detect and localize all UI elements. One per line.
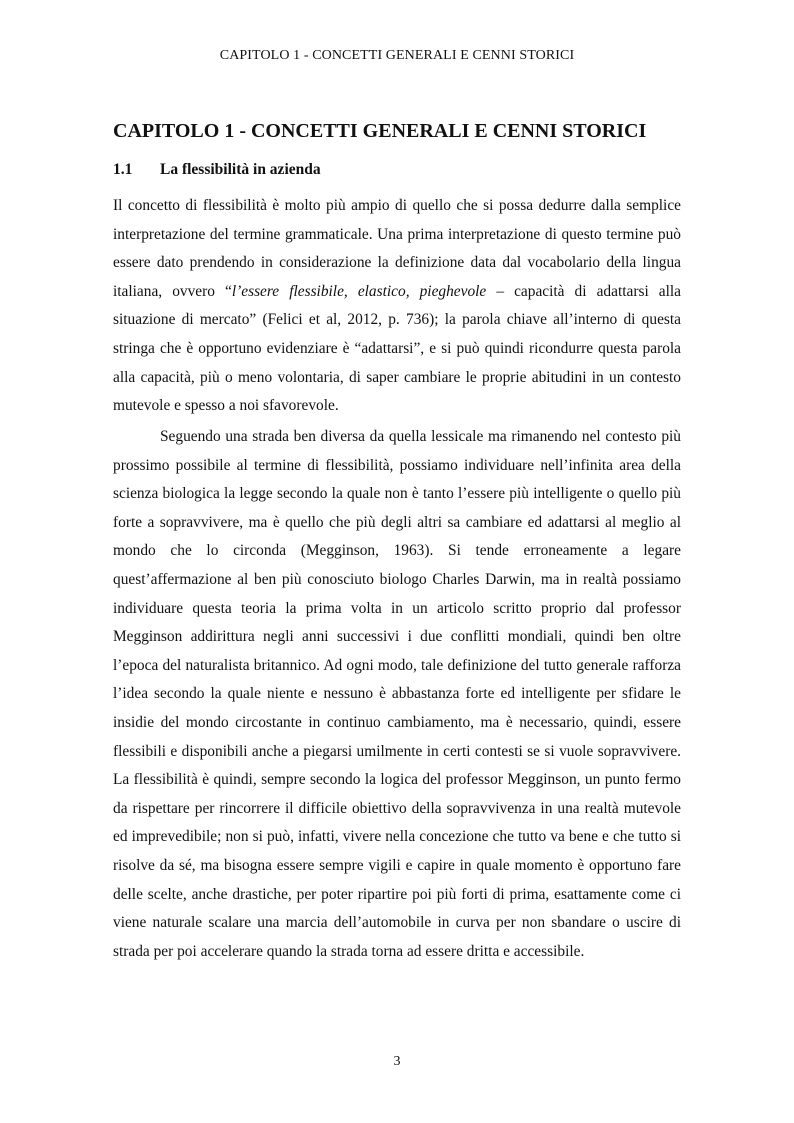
paragraph-1-italic-quote: l’essere flessibile, elastico, pieghevole: [231, 282, 487, 300]
section-number: 1.1: [113, 161, 133, 178]
section-title: La flessibilità in azienda: [160, 161, 321, 178]
paragraph-1-text-a: Il concetto di flessibilità è molto più ampio di quello che si possa dedurre dalla semplice interpretazione del termine grammaticale. Una prima interpretazione di questo termine può essere dato prendendo in considerazione la definizione data dal vocabolario della lingua italiana, ovvero “: [113, 197, 681, 300]
paragraph-1: [113, 192, 681, 421]
paragraph-2: Seguendo una strada ben diversa da quella lessicale ma rimanendo nel contesto più prossimo possibile al termine di flessibilità, possiamo individuare nell’infinita area della scienza biologica la legge secondo la quale non è tanto l’essere più intelligente o quello più forte a sopravvivere, ma è quello che più degli altri sa cambiare ed adattarsi al meglio al mondo che lo circonda (Megginson, 1963). Si tende erroneamente a legare quest’affermazione al ben più conosciuto biologo Charles Darwin, ma in realtà possiamo individuare questa teoria la prima volta in un articolo scritto proprio dal professor Megginson addirittura negli anni successivi i due conflitti mondiali, quindi ben oltre l’epoca del naturalista britannico. Ad ogni modo, tale definizione del tutto generale rafforza l’idea secondo la quale niente e nessuno è abbastanza forte ed intelligente per sfidare le insidie del mondo circostante in continuo cambiamento, ma è necessario, quindi, essere flessibili e disponibili anche a piegarsi umilmente in certi contesti se si vuole sopravvivere. La flessibilità è quindi, sempre secondo la logica del professor Megginson, un punto fermo da rispettare per rincorrere il difficile obiettivo della sopravvivenza in una realtà mutevole ed imprevedibile; non si può, infatti, vivere nella concezione che tutto va bene e che tutto si risolve da sé, ma bisogna essere sempre vigili e capire in quale momento è opportuno fare delle scelte, anche drastiche, per poter ripartire poi più forti di prima, esattamente come ci viene naturale scalare una marcia dell’automobile in curva per non sbandare o uscire di strada per poi accelerare quando la strada torna ad essere dritta e accessibile.: [113, 428, 681, 960]
chapter-title: CAPITOLO 1 - CONCETTI GENERALI E CENNI STORICI: [113, 120, 647, 142]
running-header: CAPITOLO 1 - CONCETTI GENERALI E CENNI STORICI: [219, 48, 575, 63]
section-heading: [113, 161, 713, 179]
paragraph-1-text-b: – capacità di adattarsi alla situazione di mercato” (Felici et al, 2012, p. 736); la parola chiave all’interno di questa stringa che è opportuno evidenziare è “adattarsi”, e si può quindi ricondurre questa parola alla capacità, più o meno volontaria, di saper cambiare le proprie abitudini in un contesto mutevole e spesso a noi sfavorevole.: [113, 282, 681, 415]
page-number: 3: [393, 1054, 401, 1069]
